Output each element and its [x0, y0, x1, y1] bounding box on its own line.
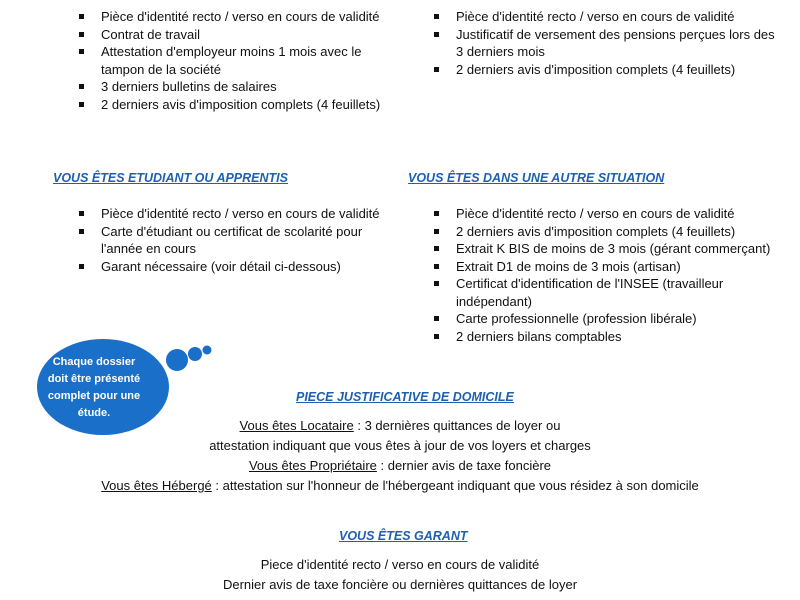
hosted-label: Vous êtes Hébergé	[101, 478, 212, 493]
guarantor-line: Piece d'identité recto / verso en cours de validité	[260, 557, 540, 572]
left-top-section	[75, 8, 395, 113]
list-item: Pièce d'identité recto / verso en cours de validité	[75, 8, 395, 26]
domicile-heading: PIECE JUSTIFICATIVE DE DOMICILE	[296, 390, 514, 404]
list-item: Pièce d'identité recto / verso en cours de validité	[430, 205, 775, 223]
list-item: 2 derniers avis d'imposition complets (4 feuillets)	[430, 61, 775, 79]
list-item: Attestation d'employeur moins 1 mois avec le tampon de la société	[75, 43, 395, 78]
list-item: Justificatif de versement des pensions perçues lors des 3 derniers mois	[430, 26, 775, 61]
owner-line	[0, 456, 800, 476]
tenant-line-2: attestation indiquant que vous êtes à jour de vos loyers et charges	[209, 438, 591, 453]
guarantor-section	[0, 555, 800, 595]
right-top-list	[430, 8, 775, 78]
list-item: Garant nécessaire (voir détail ci-dessous)	[75, 258, 395, 276]
owner-text: : dernier avis de taxe foncière	[376, 458, 552, 473]
other-situation-heading: VOUS ÊTES DANS UNE AUTRE SITUATION	[408, 171, 665, 185]
right-top-section	[430, 8, 775, 78]
other-situation-list	[430, 205, 775, 345]
list-item: 2 derniers bilans comptables	[430, 328, 775, 346]
tenant-label: Vous êtes Locataire	[239, 418, 354, 433]
students-list	[75, 205, 395, 275]
list-item: Contrat de travail	[75, 26, 395, 44]
list-item: 2 derniers avis d'imposition complets (4 feuillets)	[75, 96, 395, 114]
list-item: Carte professionnelle (profession libérale)	[430, 310, 775, 328]
tenant-text: : 3 dernières quittances de loyer ou	[353, 418, 561, 433]
list-item: Extrait D1 de moins de 3 mois (artisan)	[430, 258, 775, 276]
guarantor-line: Dernier avis de taxe foncière ou dernières quittances de loyer	[222, 577, 578, 592]
list-item: Carte d'étudiant ou certificat de scolarité pour l'année en cours	[75, 223, 395, 258]
students-section	[75, 205, 395, 275]
list-item: Pièce d'identité recto / verso en cours de validité	[430, 8, 775, 26]
list-item: Extrait K BIS de moins de 3 mois (gérant commerçant)	[430, 240, 775, 258]
owner-label: Vous êtes Propriétaire	[248, 458, 377, 473]
other-situation-section	[430, 205, 775, 345]
list-item: Pièce d'identité recto / verso en cours de validité	[75, 205, 395, 223]
domicile-section	[0, 416, 800, 496]
list-item: Certificat d'identification de l'INSEE (travailleur indépendant)	[430, 275, 775, 310]
guarantor-heading: VOUS ÊTES GARANT	[339, 529, 468, 543]
list-item: 3 derniers bulletins de salaires	[75, 78, 395, 96]
tenant-line	[0, 416, 800, 436]
hosted-text: : attestation sur l'honneur de l'hébergeant indiquant que vous résidez à son domicile	[211, 478, 699, 493]
list-item: 2 derniers avis d'imposition complets (4 feuillets)	[430, 223, 775, 241]
left-top-list	[75, 8, 395, 113]
hosted-line	[0, 476, 800, 496]
bubble-text: Chaque dossier doit être présenté complet pour une étude.	[47, 356, 141, 419]
students-heading: VOUS ÊTES ETUDIANT OU APPRENTIS	[53, 171, 288, 185]
